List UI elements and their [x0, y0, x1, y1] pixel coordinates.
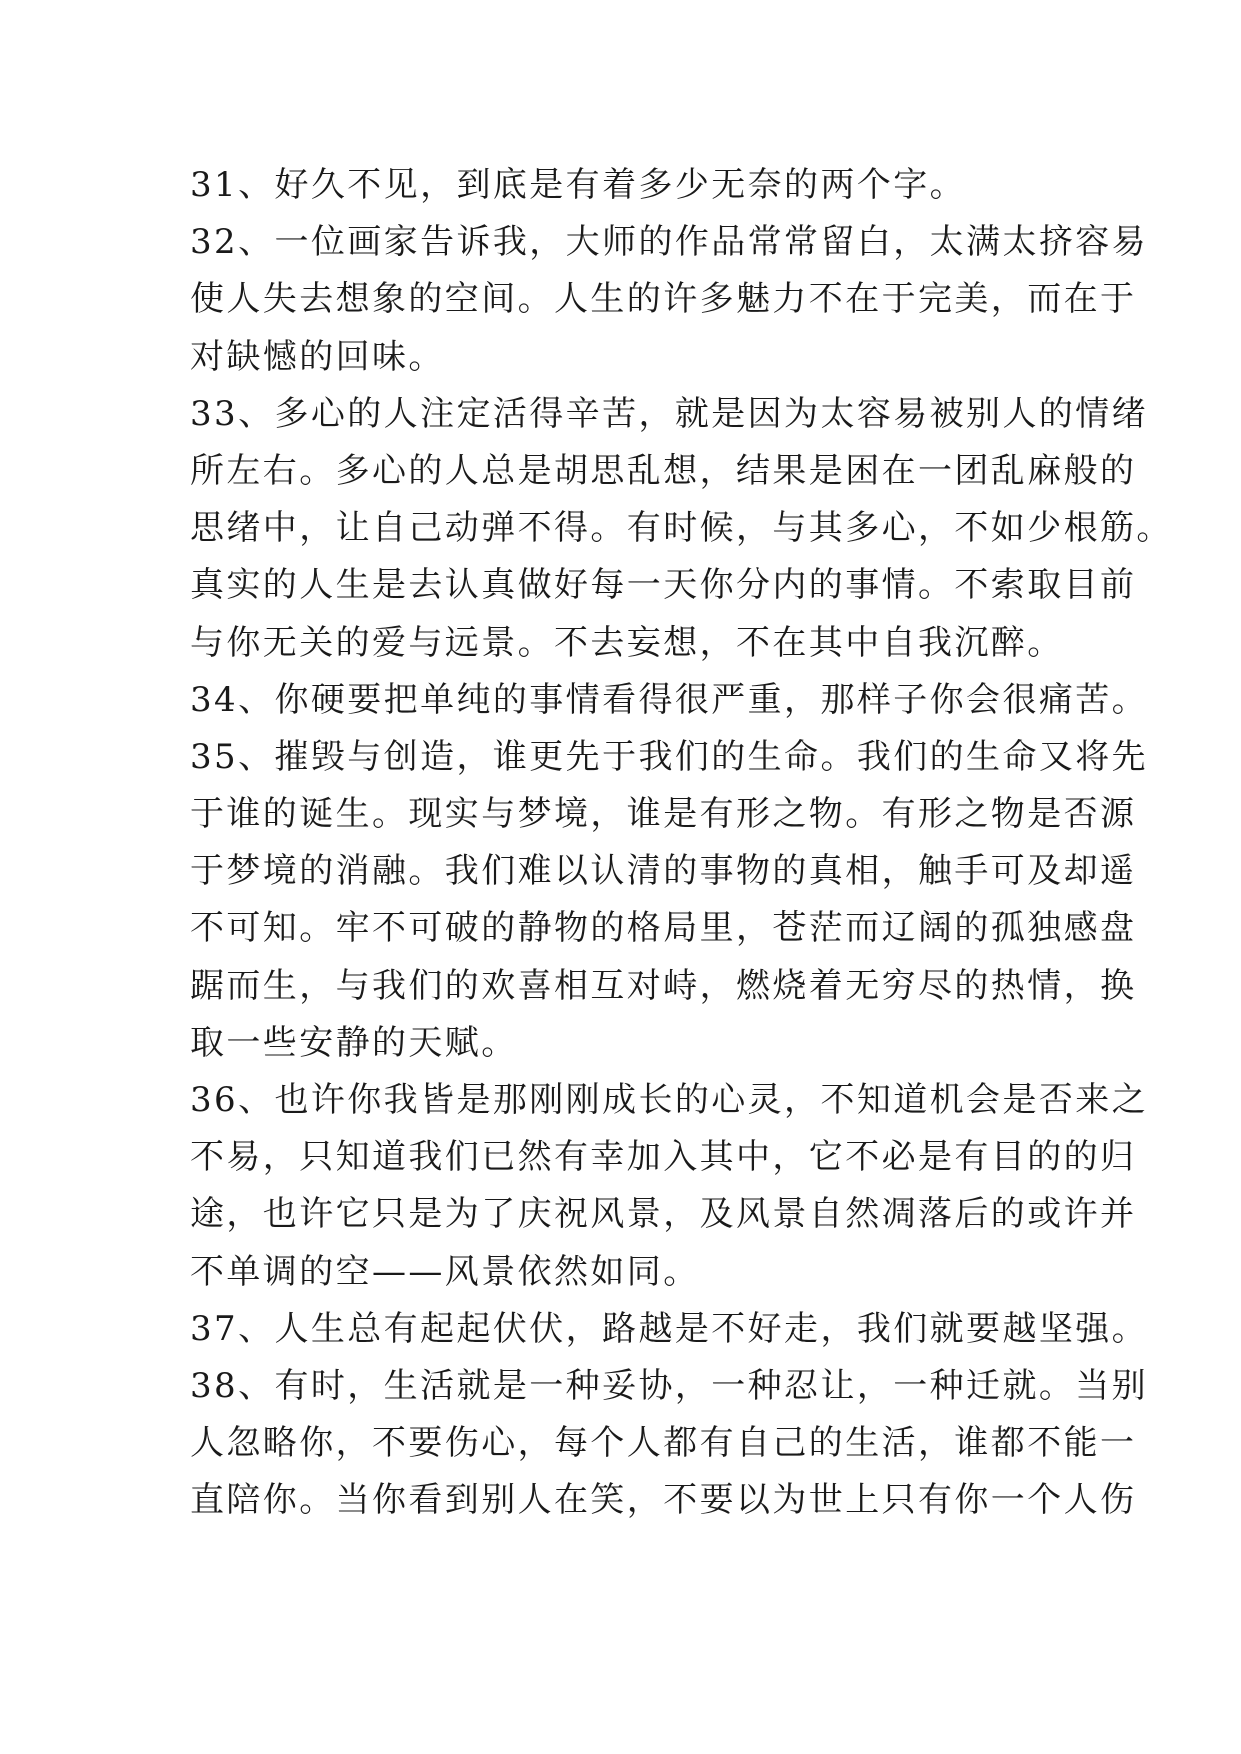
text-line-1: 31、好久不见，到底是有着多少无奈的两个字。	[190, 165, 967, 205]
text-line-9: 与你无关的爱与远景。不去妄想，不在其中自我沉醉。	[190, 622, 1064, 663]
text-line-14: 不可知。牢不可破的静物的格局里，苍茫而辽阔的孤独感盘	[190, 908, 1137, 949]
text-line-17: 36、也许你我皆是那刚刚成长的心灵，不知道机会是否来之	[190, 1080, 1149, 1120]
text-line-23: 人忽略你，不要伤心，每个人都有自己的生活，谁都不能一	[190, 1423, 1137, 1464]
text-line-8: 真实的人生是去认真做好每一天你分内的事情。不索取目前	[190, 565, 1137, 606]
text-line-6: 所左右。多心的人总是胡思乱想，结果是困在一团乱麻般的	[190, 450, 1137, 491]
text-line-24: 直陪你。当你看到别人在笑，不要以为世上只有你一个人伤	[190, 1480, 1137, 1521]
text-line-20: 不单调的空——风景依然如同。	[190, 1251, 700, 1292]
text-line-18: 不易，只知道我们已然有幸加入其中，它不必是有目的的归	[190, 1137, 1137, 1178]
text-line-5: 33、多心的人注定活得辛苦，就是因为太容易被别人的情绪	[190, 393, 1149, 434]
text-line-15: 踞而生，与我们的欢喜相互对峙，燃烧着无穷尽的热情，换	[190, 965, 1137, 1006]
text-line-3: 使人失去想象的空间。人生的许多魅力不在于完美，而在于	[190, 279, 1137, 320]
text-line-16: 取一些安静的天赋。	[190, 1022, 518, 1063]
text-line-19: 途，也许它只是为了庆祝风景，及风景自然凋落后的或许并	[190, 1194, 1137, 1235]
document-body	[190, 157, 1173, 1530]
text-line-13: 于梦境的消融。我们难以认清的事物的真相，触手可及却遥	[190, 851, 1137, 892]
text-line-7: 思绪中，让自己动弹不得。有时候，与其多心，不如少根筋。	[190, 508, 1173, 549]
text-line-4: 对缺憾的回味。	[190, 336, 445, 377]
text-line-12: 于谁的诞生。现实与梦境，谁是有形之物。有形之物是否源	[190, 794, 1137, 835]
text-line-21: 37、人生总有起起伏伏，路越是不好走，我们就要越坚强。	[190, 1308, 1149, 1349]
text-line-11: 35、摧毁与创造，谁更先于我们的生命。我们的生命又将先	[190, 736, 1149, 777]
text-line-10: 34、你硬要把单纯的事情看得很严重，那样子你会很痛苦。	[190, 679, 1149, 720]
text-line-22: 38、有时，生活就是一种妥协，一种忍让，一种迁就。当别	[190, 1365, 1149, 1406]
text-line-2: 32、一位画家告诉我，大师的作品常常留白，太满太挤容易	[190, 222, 1149, 263]
